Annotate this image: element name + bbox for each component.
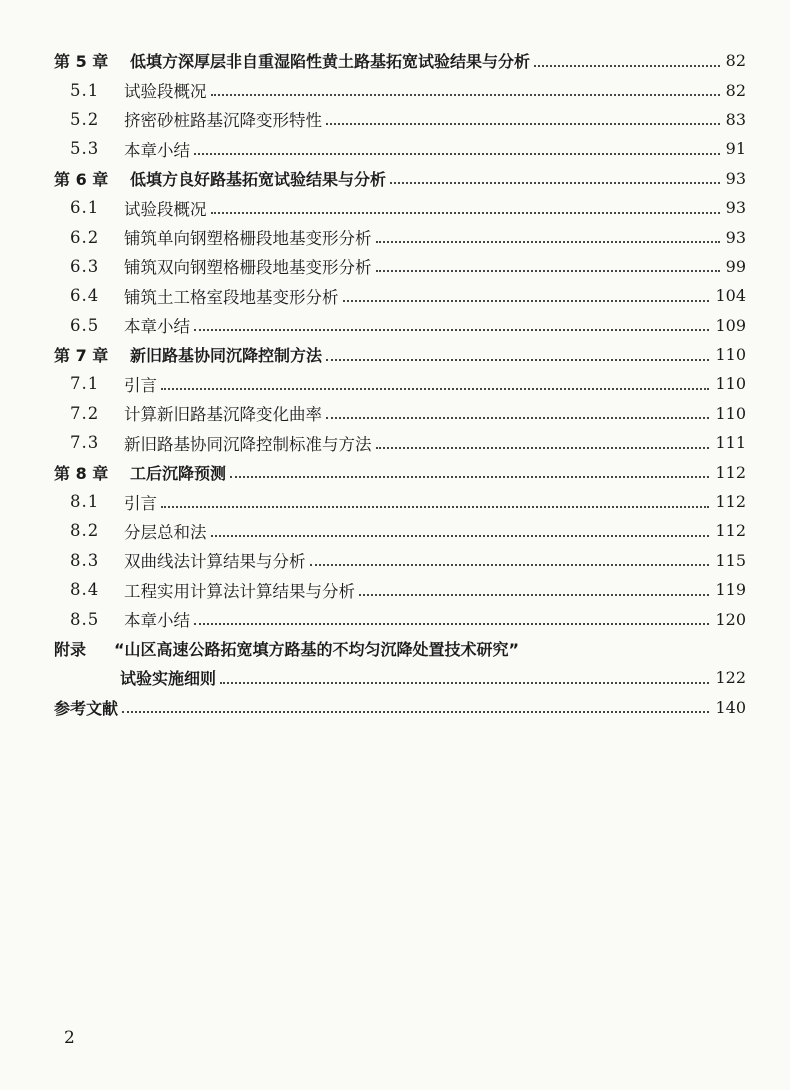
section-number: 7.3 <box>70 433 100 453</box>
dot-leader <box>194 153 720 155</box>
toc-section-8-4[interactable] <box>0 575 790 604</box>
dot-leader <box>390 182 720 184</box>
section-title: 本章小结 <box>124 317 190 337</box>
section-title: 本章小结 <box>124 140 190 160</box>
chapter-title: 低填方深厚层非自重湿陷性黄土路基拓宽试验结果与分析 <box>130 52 531 72</box>
section-number: 8.4 <box>70 580 100 600</box>
page-number: 109 <box>715 315 746 335</box>
toc-section-7-1[interactable] <box>0 369 790 398</box>
dot-leader <box>194 623 709 625</box>
section-title: 铺筑单向钢塑格栅段地基变形分析 <box>124 229 372 249</box>
page-number: 111 <box>715 433 746 453</box>
section-number: 6.1 <box>70 198 100 218</box>
appendix-label: 附录 <box>54 640 87 659</box>
page-number: 110 <box>715 403 746 423</box>
chapter-title: 低填方良好路基拓宽试验结果与分析 <box>130 169 387 189</box>
section-number: 5.1 <box>70 80 100 100</box>
section-number: 8.5 <box>70 609 100 629</box>
section-title: 本章小结 <box>124 611 190 631</box>
appendix-title: “山区高速公路拓宽填方路基的不均匀沉降处置技术研究” <box>114 640 520 659</box>
section-number: 8.2 <box>70 521 100 541</box>
dot-leader <box>310 564 710 566</box>
section-title: 铺筑土工格室段地基变形分析 <box>124 287 339 307</box>
chapter-number: 第 6 章 <box>54 169 109 189</box>
toc-chapter-5[interactable] <box>0 46 790 75</box>
footer-page-number: 2 <box>64 1028 75 1048</box>
dot-leader <box>376 447 710 449</box>
toc-appendix[interactable] <box>0 634 790 663</box>
chapter-number: 第 7 章 <box>54 346 109 366</box>
table-of-contents <box>0 46 790 722</box>
dot-leader <box>161 506 709 508</box>
section-number: 8.1 <box>70 492 100 512</box>
section-number: 6.4 <box>70 286 100 306</box>
page-number: 83 <box>725 109 746 129</box>
dot-leader <box>326 417 709 419</box>
appendix-title-line-2: 试验实施细则 <box>120 669 217 689</box>
section-title: 引言 <box>124 493 157 513</box>
chapter-title: 新旧路基协同沉降控制方法 <box>130 346 323 366</box>
chapter-title: 工后沉降预测 <box>130 463 227 483</box>
dot-leader <box>161 388 709 390</box>
page-number: 112 <box>715 492 746 512</box>
section-number: 5.2 <box>70 109 100 129</box>
section-number: 7.1 <box>70 374 100 394</box>
page-number: 140 <box>715 697 746 717</box>
dot-leader <box>230 476 709 478</box>
section-number: 6.3 <box>70 256 100 276</box>
toc-chapter-6[interactable] <box>0 164 790 193</box>
page-number: 119 <box>715 580 746 600</box>
page-number: 112 <box>715 521 746 541</box>
toc-section-6-1[interactable] <box>0 193 790 222</box>
dot-leader <box>122 711 709 713</box>
section-number: 5.3 <box>70 139 100 159</box>
page-number: 99 <box>725 256 746 276</box>
dot-leader <box>194 329 709 331</box>
toc-appendix-continued[interactable] <box>0 663 790 692</box>
toc-section-6-4[interactable] <box>0 281 790 310</box>
page-number: 115 <box>715 550 746 570</box>
page-number: 104 <box>715 286 746 306</box>
toc-references[interactable] <box>0 693 790 722</box>
references-title: 参考文献 <box>54 698 119 718</box>
section-title: 挤密砂桩路基沉降变形特性 <box>124 111 322 131</box>
dot-leader <box>326 359 709 361</box>
toc-section-8-5[interactable] <box>0 604 790 633</box>
section-title: 新旧路基协同沉降控制标准与方法 <box>124 434 372 454</box>
toc-section-7-3[interactable] <box>0 428 790 457</box>
chapter-number: 第 5 章 <box>54 52 109 72</box>
section-number: 8.3 <box>70 550 100 570</box>
dot-leader <box>211 535 710 537</box>
toc-section-5-2[interactable] <box>0 105 790 134</box>
dot-leader <box>211 212 720 214</box>
section-title: 试验段概况 <box>124 82 207 102</box>
page-number: 112 <box>715 462 746 482</box>
section-number: 6.5 <box>70 315 100 335</box>
section-title: 分层总和法 <box>124 522 207 542</box>
page-number: 110 <box>715 345 746 365</box>
page-number: 93 <box>725 227 746 247</box>
toc-section-5-1[interactable] <box>0 75 790 104</box>
page-number: 93 <box>725 198 746 218</box>
toc-section-8-3[interactable] <box>0 546 790 575</box>
dot-leader <box>359 594 709 596</box>
section-number: 7.2 <box>70 403 100 423</box>
toc-chapter-7[interactable] <box>0 340 790 369</box>
toc-section-8-2[interactable] <box>0 516 790 545</box>
toc-section-8-1[interactable] <box>0 487 790 516</box>
section-number: 6.2 <box>70 227 100 247</box>
toc-section-5-3[interactable] <box>0 134 790 163</box>
section-title: 引言 <box>124 375 157 395</box>
section-title: 计算新旧路基沉降变化曲率 <box>124 405 322 425</box>
page-number: 82 <box>725 51 746 71</box>
section-title: 铺筑双向钢塑格栅段地基变形分析 <box>124 258 372 278</box>
section-title: 试验段概况 <box>124 199 207 219</box>
dot-leader <box>376 270 720 272</box>
dot-leader <box>534 65 720 67</box>
dot-leader <box>326 123 720 125</box>
page-number: 110 <box>715 374 746 394</box>
toc-section-6-3[interactable] <box>0 252 790 281</box>
dot-leader <box>343 300 710 302</box>
section-title: 工程实用计算法计算结果与分析 <box>124 581 355 601</box>
chapter-number: 第 8 章 <box>54 463 109 483</box>
section-title: 双曲线法计算结果与分析 <box>124 552 306 572</box>
page-number: 91 <box>725 139 746 159</box>
toc-chapter-8[interactable] <box>0 457 790 486</box>
dot-leader <box>220 682 709 684</box>
page-number: 82 <box>725 80 746 100</box>
dot-leader <box>211 94 720 96</box>
toc-section-6-2[interactable] <box>0 222 790 251</box>
toc-section-6-5[interactable] <box>0 311 790 340</box>
toc-section-7-2[interactable] <box>0 399 790 428</box>
page-number: 93 <box>725 168 746 188</box>
page-number: 122 <box>715 668 746 688</box>
dot-leader <box>376 241 720 243</box>
page-number: 120 <box>715 609 746 629</box>
